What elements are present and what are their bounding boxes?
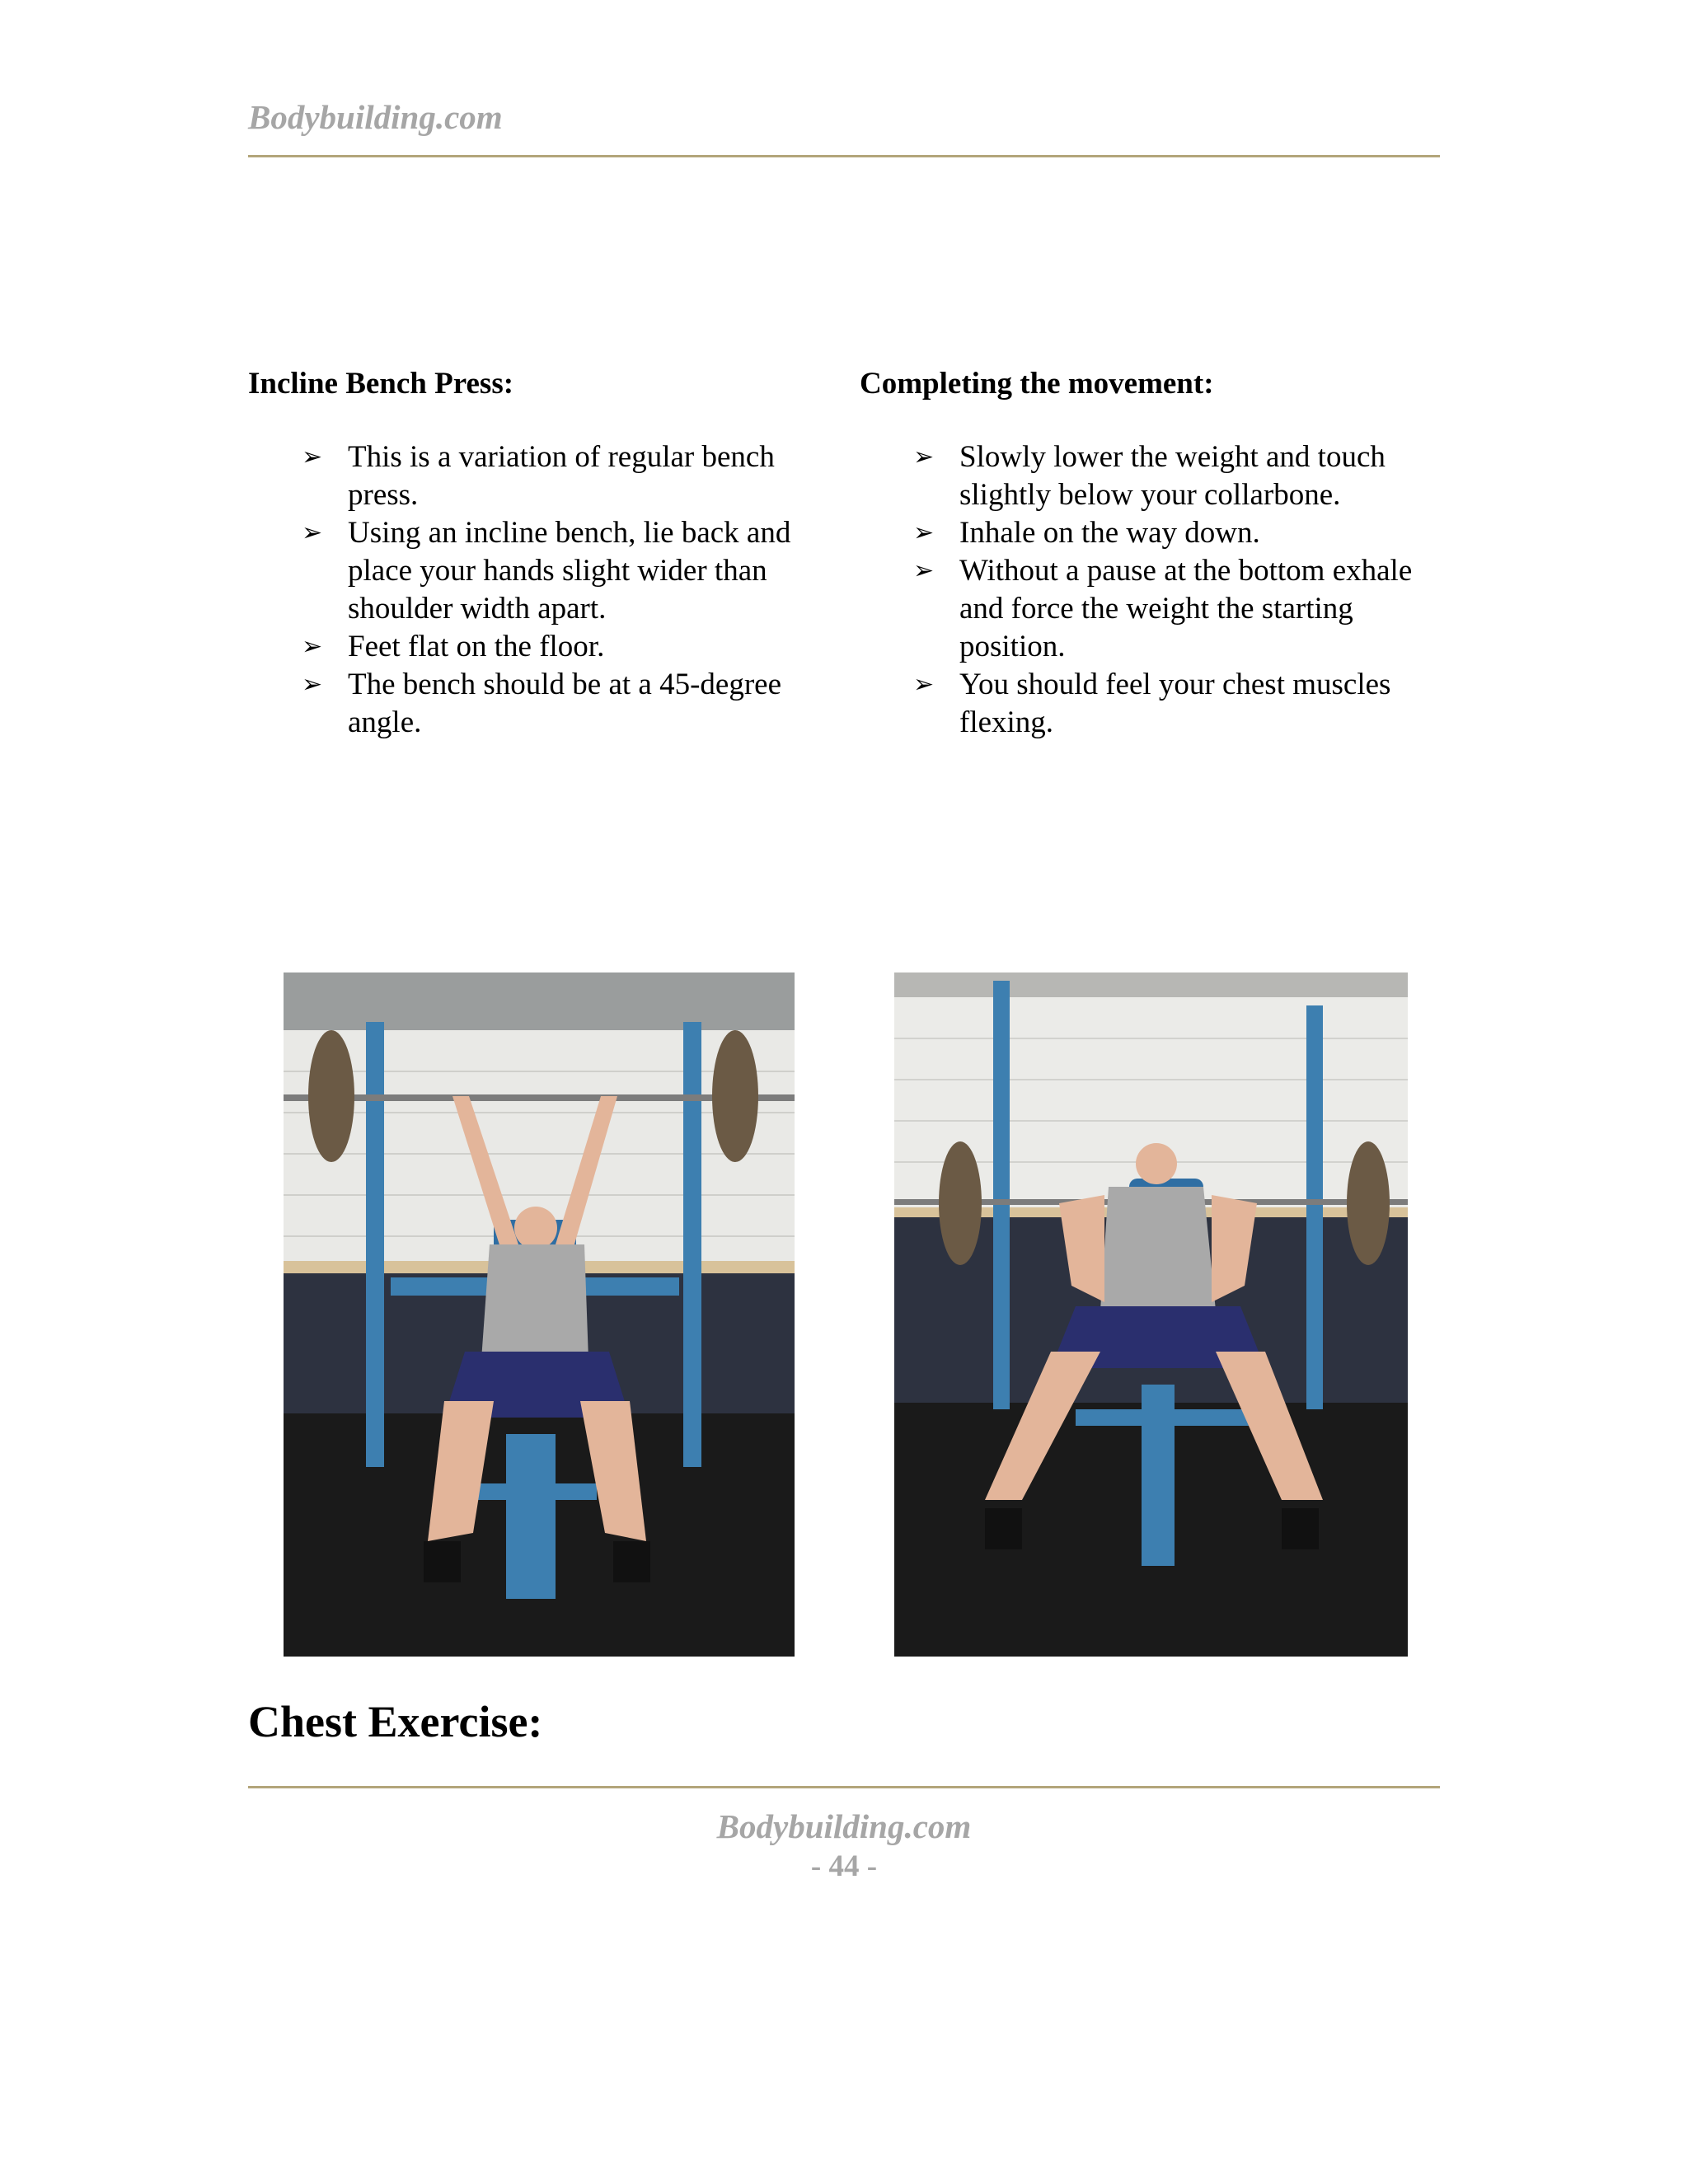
completing-movement-section [860,363,1453,742]
list-item: ➢ Feet flat on the floor. [248,628,842,666]
instruction-list [248,438,842,742]
arrow-bullet-icon: ➢ [913,557,935,584]
list-item: ➢ This is a variation of regular bench press. [302,440,775,512]
section-title: Chest Exercise: [248,1697,543,1746]
header-rule [248,155,1440,157]
instruction-list [860,438,1453,742]
arrow-bullet-icon: ➢ [302,443,323,471]
incline-bench-press-heading: Incline Bench Press: [248,367,514,401]
list-item: ➢ You should feel your chest muscles flexing. [913,668,1391,739]
header-brand: Bodybuilding.com [248,98,503,136]
list-item: ➢ Using an incline bench, lie back and place your hands slight wider than shoulder width apart. [302,516,791,626]
list-item: ➢ The bench should be at a 45-degree angle. [302,668,782,739]
arrow-bullet-icon: ➢ [302,671,323,698]
arrow-bullet-icon: ➢ [913,671,935,698]
arrow-bullet-icon: ➢ [913,519,935,546]
incline-bench-press-section [248,363,842,742]
arrow-bullet-icon: ➢ [913,443,935,471]
arrow-bullet-icon: ➢ [302,633,323,660]
list-item: ➢ Inhale on the way down. [860,514,1453,552]
list-item: ➢ Without a pause at the bottom exhale and force the weight the starting position. [913,554,1413,663]
footer-rule [248,1786,1440,1788]
arrow-bullet-icon: ➢ [302,519,323,546]
footer-brand: Bodybuilding.com [716,1807,972,1845]
page-number: - 44 - [810,1849,878,1883]
list-item: ➢ Slowly lower the weight and touch slightly below your collarbone. [913,440,1386,512]
completing-movement-heading: Completing the movement: [860,367,1214,401]
incline-press-bottom-photo [894,972,1408,1657]
incline-press-start-photo [284,972,795,1657]
